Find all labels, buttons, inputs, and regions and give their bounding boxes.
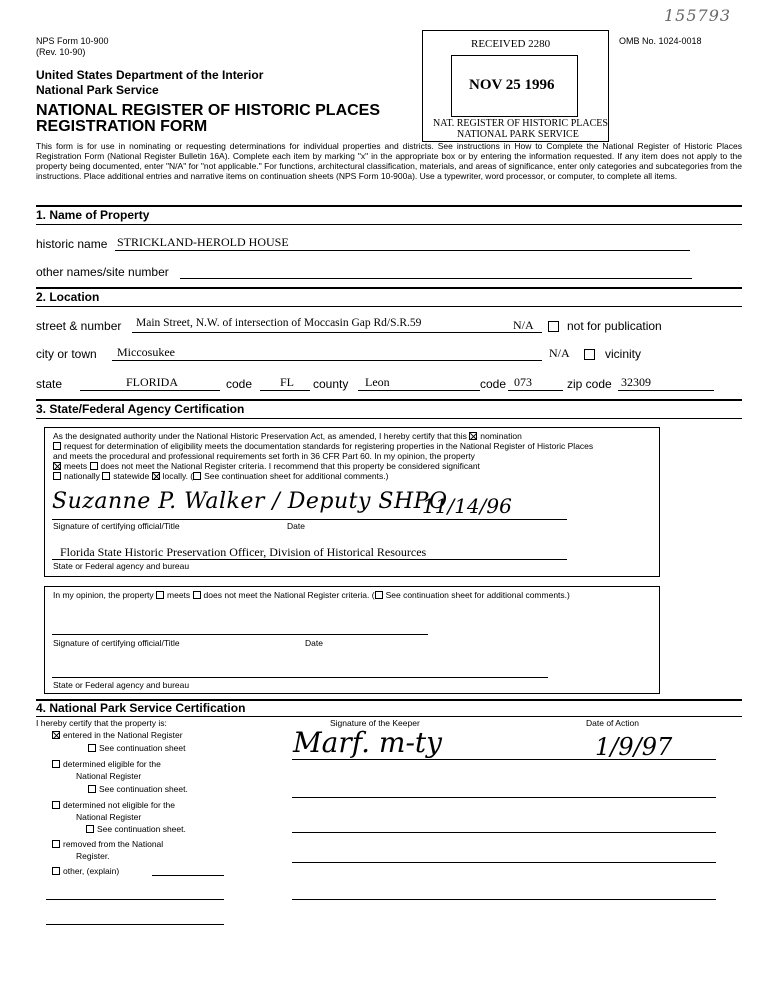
removed-label-2: Register.	[76, 851, 110, 861]
street-value: Main Street, N.W. of intersection of Moccasin Gap Rd/S.R.59	[136, 317, 422, 329]
underline	[52, 519, 567, 520]
see1-label: See continuation sheet	[99, 743, 186, 753]
see3-label: See continuation sheet.	[97, 824, 186, 834]
underline	[180, 278, 692, 279]
underline	[358, 390, 480, 391]
historic-name-label: historic name	[36, 237, 108, 251]
removed-label-1: removed from the National	[63, 839, 164, 849]
county-label: county	[313, 377, 349, 391]
omb-number: OMB No. 1024-0018	[619, 36, 702, 46]
nationally-label: nationally	[64, 471, 100, 481]
see2-label: See continuation sheet.	[99, 784, 188, 794]
department: United States Department of the Interior	[36, 68, 264, 82]
see3-checkbox[interactable]	[86, 825, 94, 833]
form-number: NPS Form 10-900	[36, 36, 109, 46]
see-continuation: See continuation sheet for additional comments.)	[204, 471, 389, 481]
service: National Park Service	[36, 83, 159, 97]
locally-checkbox[interactable]	[152, 472, 160, 480]
underline	[618, 390, 714, 391]
zip-value: 32309	[621, 375, 651, 389]
opinion-does-not-checkbox[interactable]	[193, 591, 201, 599]
certifying-date: 11/14/96	[422, 494, 512, 518]
city-value: Miccosukee	[117, 345, 175, 359]
opinion-meets-checkbox[interactable]	[156, 591, 164, 599]
date2-label: Date	[305, 638, 323, 648]
nomination-checkbox[interactable]	[469, 432, 477, 440]
underline	[508, 390, 563, 391]
agency2-label: State or Federal agency and bureau	[53, 680, 190, 690]
see3-row	[86, 824, 186, 834]
see2-row	[88, 784, 188, 794]
see2-checkbox[interactable]	[88, 785, 96, 793]
divider	[36, 306, 742, 307]
state-code-value: FL	[280, 375, 295, 389]
keeper-line-5	[292, 899, 716, 900]
state-code-label: code	[226, 377, 253, 391]
nationally-checkbox[interactable]	[53, 472, 61, 480]
cert-line-a: As the designated authority under the National Historic Preservation Act, as amended, I hereby certify that this	[53, 431, 467, 441]
certify-label: I hereby certify that the property is:	[36, 718, 167, 728]
agency-value: Florida State Historic Preservation Officer, Division of Historical Resources	[60, 545, 427, 559]
street-na: N/A	[513, 318, 534, 332]
continuation-checkbox[interactable]	[193, 472, 201, 480]
removed-row	[52, 839, 163, 849]
stamp-line1: NAT. REGISTER OF HISTORIC PLACES	[433, 118, 608, 129]
cert-line-c: request for determination of eligibility meets the documentation standards for registering properties in the National Register of Historic Places and meets the procedural and professional requirements set forth in 36 CFR Part 60. In my opinion, the property	[53, 441, 594, 461]
underline	[115, 250, 690, 251]
state-value: FLORIDA	[126, 375, 179, 389]
section1-heading: 1. Name of Property	[36, 208, 150, 222]
underline	[112, 360, 542, 361]
det-eligible-row	[52, 759, 161, 769]
entered-row	[52, 730, 183, 740]
det-not-checkbox[interactable]	[52, 801, 60, 809]
street-label: street & number	[36, 319, 122, 333]
keeper-line-3	[292, 832, 716, 833]
received-stamp	[422, 30, 609, 142]
form-title-2: REGISTRATION FORM	[36, 118, 208, 135]
county-code-label: code	[480, 377, 507, 391]
underline	[46, 924, 224, 925]
keeper-line-4	[292, 862, 716, 863]
entered-checkbox[interactable]	[52, 731, 60, 739]
date-of-action-label: Date of Action	[586, 718, 639, 728]
form-title-1: NATIONAL REGISTER OF HISTORIC PLACES	[36, 102, 381, 119]
city-label: city or town	[36, 347, 97, 361]
cert-nomination: nomination	[480, 431, 522, 441]
county-value: Leon	[365, 375, 390, 389]
divider	[36, 224, 742, 225]
det-not-label-1: determined not eligible for the	[63, 800, 175, 810]
date-label: Date	[287, 521, 305, 531]
divider	[36, 399, 742, 401]
opinion-text	[53, 590, 613, 600]
stamp-date: NOV 25 1996	[469, 77, 555, 93]
keeper-line-1	[292, 759, 716, 760]
removed-checkbox[interactable]	[52, 840, 60, 848]
cert-meets: meets	[64, 461, 88, 471]
opinion-continuation-checkbox[interactable]	[375, 591, 383, 599]
certifying-signature: Suzanne P. Walker / Deputy SHPO	[52, 489, 448, 514]
county-code-value: 073	[514, 375, 532, 389]
divider	[36, 716, 742, 717]
stamp-received: RECEIVED 2280	[471, 38, 551, 50]
handwritten-id: 155793	[664, 6, 732, 25]
statewide-checkbox[interactable]	[102, 472, 110, 480]
opinion-line-c: See continuation sheet for additional comments.)	[385, 590, 570, 600]
keeper-label: Signature of the Keeper	[330, 718, 420, 728]
locally-label: locally. (	[162, 471, 194, 481]
underline	[52, 634, 428, 635]
vicinity-checkbox[interactable]	[584, 346, 598, 364]
keeper-signature: Marf. m-ty	[293, 726, 442, 759]
certification-text	[53, 431, 608, 481]
agency-label: State or Federal agency and bureau	[53, 561, 190, 571]
underline	[52, 677, 548, 678]
not-for-publication-checkbox[interactable]	[548, 318, 562, 336]
keeper-line-2	[292, 797, 716, 798]
signature-label: Signature of certifying official/Title	[53, 521, 180, 531]
historic-name-value: STRICKLAND-HEROLD HOUSE	[117, 235, 289, 249]
underline	[80, 390, 220, 391]
statewide-label: statewide	[113, 471, 150, 481]
state-label: state	[36, 377, 63, 391]
section4-heading: 4. National Park Service Certification	[36, 701, 246, 715]
other-names-label: other names/site number	[36, 265, 169, 279]
does-not-meet-checkbox[interactable]	[90, 462, 98, 470]
underline	[260, 390, 310, 391]
divider	[36, 287, 742, 289]
det-not-row	[52, 800, 175, 810]
opinion-line-a: In my opinion, the property	[53, 590, 154, 600]
zip-label: zip code	[567, 377, 612, 391]
underline	[132, 332, 542, 333]
instructions: This form is for use in nominating or requesting determinations for individual properties and districts. See instructions in How to Complete the National Register of Historic Places Registration Form (National Register Bulletin 16A). Complete each item by marking "x" in the appropriate box or by entering the information requested. If any item does not apply to the property being documented, enter "N/A" for "not applicable." For functions, architectural classification, materials, and areas of significance, enter only categories and subcategories from the instructions. Place additional entries and narrative items on continuation sheets (NPS Form 10-900a). Use a typewriter, word processor, or computer, to complete all items.	[36, 141, 742, 181]
other-checkbox[interactable]	[52, 867, 60, 875]
opinion-meets: meets	[167, 590, 191, 600]
vicinity-label: vicinity	[605, 347, 642, 361]
signature2-label: Signature of certifying official/Title	[53, 638, 180, 648]
see1-checkbox[interactable]	[88, 744, 96, 752]
request-checkbox[interactable]	[53, 442, 61, 450]
underline	[46, 899, 224, 900]
other-label: other, (explain)	[63, 866, 120, 876]
opinion-line-b: does not meet the National Register criteria. (	[203, 590, 375, 600]
see1-row	[88, 743, 185, 753]
stamp-line2: NATIONAL PARK SERVICE	[457, 129, 579, 140]
det-eligible-checkbox[interactable]	[52, 760, 60, 768]
not-for-publication-label: not for publication	[567, 319, 662, 333]
underline	[152, 875, 224, 876]
section2-heading: 2. Location	[36, 290, 100, 304]
other-row	[52, 866, 119, 876]
action-date: 1/9/97	[595, 733, 673, 761]
det-eligible-label-1: determined eligible for the	[63, 759, 161, 769]
city-na: N/A	[549, 346, 570, 360]
underline	[52, 559, 567, 560]
divider	[36, 418, 742, 419]
entered-label: entered in the National Register	[63, 730, 183, 740]
divider	[36, 205, 742, 207]
det-not-label-2: National Register	[76, 812, 142, 822]
form-revision: (Rev. 10-90)	[36, 47, 86, 57]
section3-heading: 3. State/Federal Agency Certification	[36, 402, 245, 416]
meets-checkbox[interactable]	[53, 462, 61, 470]
cert-does-not: does not meet the National Register criteria. I recommend that this property be considered significant	[100, 461, 480, 471]
det-eligible-label-2: National Register	[76, 771, 142, 781]
